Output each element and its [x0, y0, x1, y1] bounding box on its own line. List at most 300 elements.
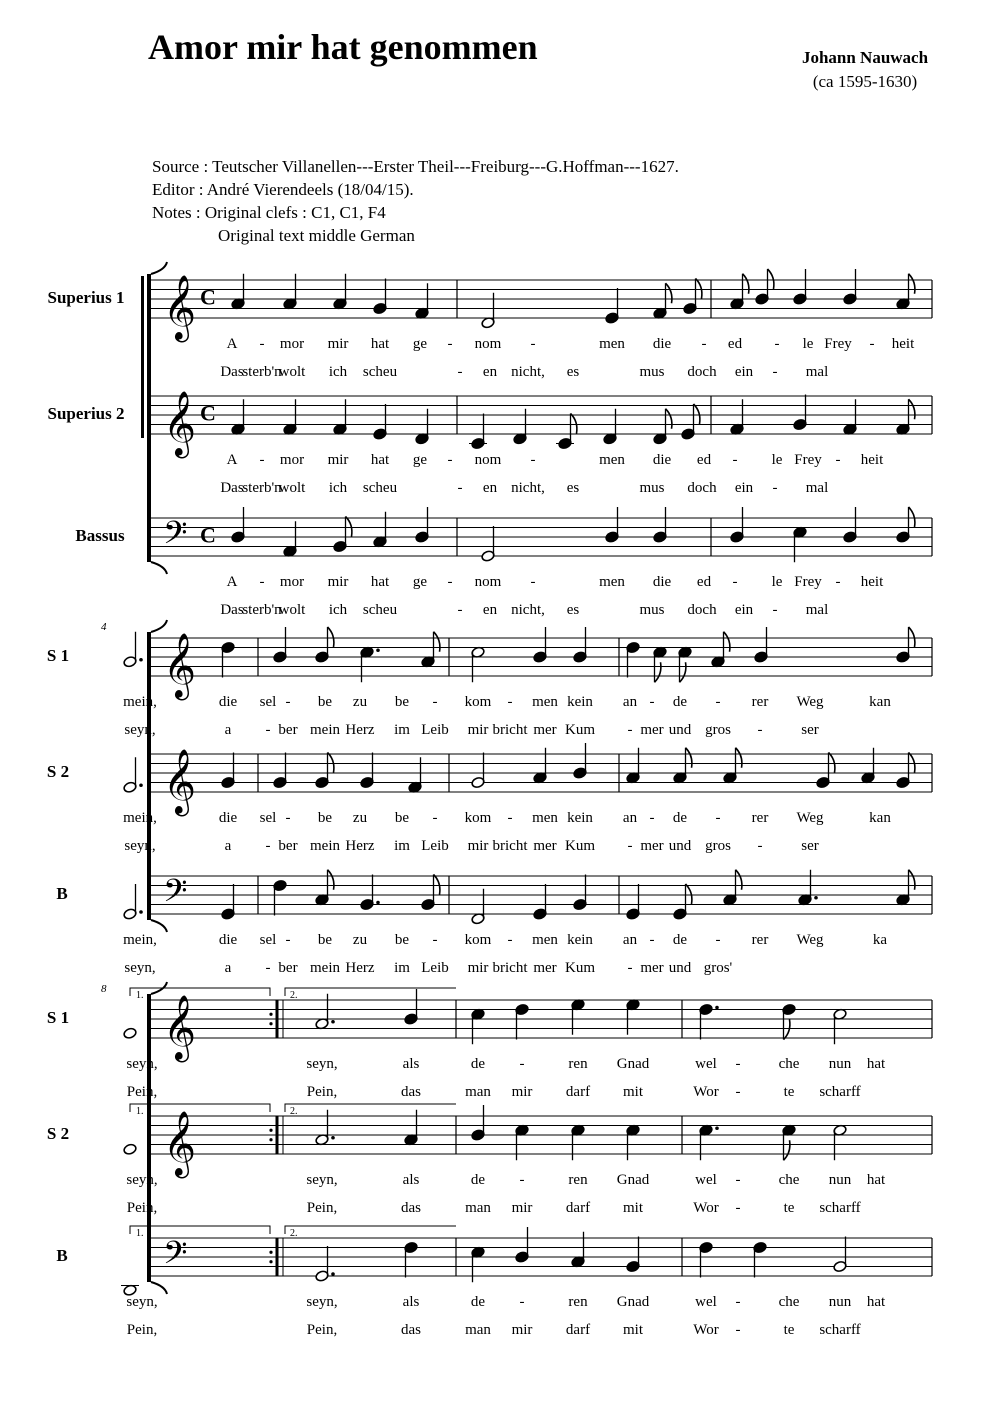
lyric-syllable: men — [599, 336, 625, 352]
lyric-syllable: Leib — [421, 960, 449, 976]
lyric-syllable: seyn, — [306, 1294, 338, 1310]
lyric-syllable: scharff — [819, 1084, 861, 1100]
note — [861, 748, 875, 784]
note-flag — [724, 632, 730, 652]
lyric-syllable: die — [218, 694, 238, 710]
lyric-syllable: kein — [567, 694, 593, 710]
note — [415, 409, 429, 445]
note — [373, 512, 387, 548]
lyric-syllable: kom — [464, 694, 492, 710]
lyric-syllable: doch — [687, 602, 717, 618]
note — [603, 409, 617, 445]
lyric-syllable: bricht — [492, 838, 528, 854]
lyric-syllable: mein — [310, 838, 340, 854]
voice-label: Superius 1 — [47, 287, 125, 307]
lyric-syllable: ich — [328, 364, 348, 380]
note — [315, 627, 334, 663]
lyric-syllable: hat — [370, 574, 390, 590]
note — [626, 884, 640, 920]
lyric-syllable: - — [265, 960, 271, 976]
lyric-syllable: mir — [327, 574, 349, 590]
lyric-syllable: an — [622, 810, 638, 826]
note — [360, 875, 380, 911]
note-flag — [829, 753, 835, 773]
note — [678, 646, 692, 682]
lyric-syllable: sel — [259, 694, 277, 710]
lyric-syllable: seyn, — [126, 1172, 158, 1188]
lyric-syllable: - — [457, 480, 463, 496]
bracket-top-curl — [151, 262, 167, 274]
lyric-syllable: - — [772, 364, 778, 380]
note — [471, 1246, 485, 1282]
lyric-syllable: Pein, — [306, 1322, 338, 1338]
note — [653, 646, 667, 682]
note — [699, 1241, 713, 1277]
lyric-syllable: ein — [734, 480, 754, 496]
note-flag — [686, 748, 692, 768]
lyric-syllable: im — [394, 960, 410, 976]
lyric-syllable: le — [771, 452, 783, 468]
dot — [331, 1272, 335, 1276]
note — [481, 293, 495, 329]
lyric-syllable: - — [627, 838, 633, 854]
bracket-bottom-curl — [151, 562, 167, 574]
note — [315, 1110, 335, 1146]
lyric-syllable: zu — [352, 810, 368, 826]
lyric-syllable: mor — [279, 452, 305, 468]
lyric-syllable: wel — [695, 1056, 717, 1072]
lyric-syllable: Weg — [796, 932, 824, 948]
staff-3-3 — [56, 1226, 932, 1338]
dot — [715, 1126, 719, 1130]
lyric-syllable: - — [519, 1056, 525, 1072]
lyric-syllable: Das — [220, 364, 244, 380]
lyric-syllable: mer — [533, 838, 557, 854]
voice-label: Bassus — [75, 525, 125, 545]
lyric-syllable: le — [802, 336, 814, 352]
lyric-syllable: - — [835, 574, 841, 590]
lyric-syllable: - — [519, 1172, 525, 1188]
system-1 — [48, 262, 933, 618]
lyric-syllable: sterb'n — [242, 480, 282, 496]
lyric-syllable: mir — [467, 722, 489, 738]
lyric-syllable: und — [668, 838, 692, 854]
staff-2-2 — [47, 743, 932, 854]
lyric-syllable: es — [566, 480, 580, 496]
staff-3-2 — [47, 1104, 932, 1216]
lyric-syllable: ge — [412, 574, 428, 590]
note — [513, 409, 527, 445]
lyric-syllable: - — [735, 1084, 741, 1100]
lyric-syllable: nun — [828, 1294, 852, 1310]
lyric-syllable: darf — [565, 1084, 591, 1100]
note — [481, 526, 495, 562]
lyric-syllable: ed — [696, 574, 712, 590]
lyric-syllable: - — [649, 932, 655, 948]
lyric-syllable: be — [394, 810, 410, 826]
lyric-syllable: zu — [352, 932, 368, 948]
note — [605, 507, 619, 543]
note — [421, 632, 440, 668]
note — [753, 1241, 767, 1277]
note-flag — [346, 517, 352, 537]
bass-clef: 𝄢 — [163, 874, 188, 917]
lyric-syllable: - — [732, 574, 738, 590]
lyric-syllable: be — [394, 932, 410, 948]
editor-line: Editor : André Vierendeels (18/04/15). — [152, 180, 414, 199]
volta-label: 1. — [136, 990, 144, 1001]
system-3 — [47, 982, 932, 1338]
note-head — [123, 1143, 137, 1155]
lyric-syllable: ge — [412, 452, 428, 468]
lyric-syllable: mal — [805, 364, 829, 380]
lyric-syllable: - — [732, 452, 738, 468]
staff-1-1 — [48, 269, 933, 380]
note — [793, 269, 807, 305]
note — [231, 399, 245, 435]
treble-clef: 𝄞 — [163, 393, 197, 455]
note — [896, 399, 915, 435]
dot — [331, 1020, 335, 1024]
note — [699, 1124, 719, 1160]
lyric-syllable: Wor — [693, 1084, 719, 1100]
note-flag — [909, 507, 915, 527]
lyric-syllable: kein — [567, 932, 593, 948]
lyric-syllable: wolt — [278, 364, 306, 380]
lyric-syllable: hat — [866, 1172, 886, 1188]
lyric-syllable: an — [622, 694, 638, 710]
note — [273, 627, 287, 663]
note-flag — [680, 662, 686, 682]
lyric-syllable: kan — [869, 694, 891, 710]
voice-label: S 1 — [46, 645, 70, 665]
lyric-syllable: Frey — [794, 574, 822, 590]
bracket-top-curl — [151, 620, 167, 632]
lyric-syllable: - — [772, 480, 778, 496]
lyric-syllable: mer — [533, 960, 557, 976]
lyric-syllable: hat — [370, 452, 390, 468]
note-flag — [694, 404, 700, 424]
lyric-syllable: nom — [474, 336, 502, 352]
lyric-syllable: ed — [727, 336, 743, 352]
note — [415, 283, 429, 319]
volta-label: 1. — [136, 1106, 144, 1117]
treble-clef: 𝄞 — [163, 751, 197, 813]
lyric-syllable: heit — [891, 336, 915, 352]
note — [283, 521, 297, 557]
note-flag — [328, 753, 334, 773]
lyric-syllable: seyn, — [124, 960, 156, 976]
lyric-syllable: es — [566, 602, 580, 618]
lyric-syllable: wel — [695, 1172, 717, 1188]
lyric-syllable: - — [265, 838, 271, 854]
note — [123, 1027, 137, 1039]
lyric-syllable: - — [757, 722, 763, 738]
lyric-syllable: - — [715, 810, 721, 826]
volta-label: 2. — [290, 1106, 298, 1117]
staff-3-1 — [47, 988, 932, 1100]
note-flag — [736, 870, 742, 890]
note-flag — [666, 283, 672, 303]
note — [515, 1003, 529, 1039]
note — [798, 870, 818, 906]
lyric-syllable: men — [532, 810, 558, 826]
note-flag — [784, 1020, 790, 1040]
bracket-bottom-curl — [151, 1282, 167, 1294]
lyric-syllable: nun — [828, 1172, 852, 1188]
note — [471, 753, 485, 789]
note — [533, 884, 547, 920]
lyric-syllable: nicht, — [511, 480, 545, 496]
repeat-dot — [269, 1013, 272, 1016]
note-flag — [909, 274, 915, 294]
repeat-dot — [269, 1138, 272, 1141]
lyric-syllable: A — [226, 452, 238, 468]
lyric-syllable: te — [783, 1200, 795, 1216]
note — [533, 748, 547, 784]
bass-clef: 𝄢 — [163, 1236, 188, 1279]
note-flag — [434, 632, 440, 652]
lyric-syllable: de — [672, 810, 688, 826]
lyric-syllable: im — [394, 838, 410, 854]
lyric-syllable: de — [470, 1294, 486, 1310]
lyric-syllable: seyn, — [126, 1294, 158, 1310]
lyric-syllable: doch — [687, 480, 717, 496]
note — [896, 870, 915, 906]
lyric-syllable: - — [447, 574, 453, 590]
lyric-syllable: mein, — [123, 694, 157, 710]
note — [730, 274, 749, 310]
note-flag — [768, 269, 774, 289]
lyric-syllable: te — [783, 1322, 795, 1338]
lyric-syllable: die — [652, 452, 672, 468]
lyric-syllable: a — [224, 838, 232, 854]
lyric-syllable: mus — [639, 480, 665, 496]
lyric-syllable: - — [265, 722, 271, 738]
lyric-syllable: mit — [622, 1084, 644, 1100]
lyric-syllable: nun — [828, 1056, 852, 1072]
lyric-syllable: mus — [639, 364, 665, 380]
lyric-syllable: als — [402, 1172, 420, 1188]
lyric-syllable: - — [757, 838, 763, 854]
lyric-syllable: A — [226, 574, 238, 590]
lyric-syllable: en — [482, 602, 498, 618]
note — [605, 288, 619, 324]
lyric-syllable: mer — [533, 722, 557, 738]
note — [408, 757, 422, 793]
lyric-syllable: man — [465, 1200, 491, 1216]
note — [373, 404, 387, 440]
note — [653, 283, 672, 319]
note — [833, 1237, 847, 1273]
note — [833, 1124, 847, 1160]
lyric-syllable: mein, — [123, 810, 157, 826]
lyric-syllable: men — [532, 694, 558, 710]
lyric-syllable: scharff — [819, 1200, 861, 1216]
dot — [376, 901, 380, 905]
source-line: Source : Teutscher Villanellen---Erster Theil---Freiburg---G.Hoffman---1627. — [152, 157, 679, 176]
lyric-syllable: - — [259, 452, 265, 468]
lyric-syllable: hat — [866, 1056, 886, 1072]
note-flag — [434, 875, 440, 895]
lyric-syllable: A — [226, 336, 238, 352]
lyric-syllable: nicht, — [511, 602, 545, 618]
lyric-syllable: rer — [751, 694, 769, 710]
lyric-syllable: ed — [696, 452, 712, 468]
lyric-syllable: ka — [872, 932, 888, 948]
note — [533, 627, 547, 663]
lyric-syllable: Herz — [345, 722, 375, 738]
repeat-dot — [269, 1251, 272, 1254]
note — [896, 274, 915, 310]
note-flag — [686, 884, 692, 904]
note-flag — [784, 1140, 790, 1160]
dot — [139, 910, 143, 914]
lyric-syllable: - — [649, 694, 655, 710]
note — [782, 1003, 796, 1039]
lyric-syllable: bricht — [492, 722, 528, 738]
lyric-syllable: mer — [640, 960, 664, 976]
lyric-syllable: - — [530, 336, 536, 352]
voice-label: S 2 — [46, 1123, 70, 1143]
staff-2-1 — [47, 627, 932, 738]
lyric-syllable: - — [447, 452, 453, 468]
treble-clef: 𝄞 — [163, 277, 197, 339]
note — [653, 409, 672, 445]
lyric-syllable: mein — [310, 722, 340, 738]
lyric-syllable: - — [507, 810, 513, 826]
note-flag — [328, 627, 334, 647]
lyric-syllable: hat — [866, 1294, 886, 1310]
lyric-syllable: Kum — [565, 838, 595, 854]
lyric-syllable: be — [317, 932, 333, 948]
lyric-syllable: - — [869, 336, 875, 352]
lyric-syllable: man — [465, 1084, 491, 1100]
lyric-syllable: mir — [467, 838, 489, 854]
lyric-syllable: - — [457, 364, 463, 380]
note — [469, 414, 487, 450]
lyric-syllable: - — [519, 1294, 525, 1310]
note — [333, 517, 352, 553]
dot — [715, 1006, 719, 1010]
lyric-syllable: im — [394, 722, 410, 738]
note-flag — [743, 274, 749, 294]
lyric-syllable: als — [402, 1056, 420, 1072]
lyric-syllable: ein — [734, 602, 754, 618]
dot — [814, 896, 818, 900]
lyric-syllable: - — [735, 1056, 741, 1072]
voice-label: S 2 — [46, 761, 70, 781]
lyric-syllable: ser — [801, 722, 819, 738]
lyric-syllable: be — [317, 694, 333, 710]
measure-number: 4 — [101, 621, 107, 633]
lyric-syllable: Frey — [824, 336, 852, 352]
lyric-syllable: bricht — [492, 960, 528, 976]
lyric-syllable: und — [668, 960, 692, 976]
lyric-syllable: ber — [278, 838, 298, 854]
note — [231, 507, 245, 543]
lyric-syllable: rer — [751, 810, 769, 826]
note — [816, 753, 835, 789]
dot — [139, 658, 143, 662]
lyric-syllable: Kum — [565, 722, 595, 738]
lyric-syllable: Leib — [421, 838, 449, 854]
note — [471, 1105, 485, 1141]
note — [730, 507, 744, 543]
lyric-syllable: sel — [259, 810, 277, 826]
note — [573, 627, 587, 663]
note — [556, 414, 577, 450]
note — [683, 279, 702, 315]
lyric-syllable: mal — [805, 480, 829, 496]
lyric-syllable: wolt — [278, 480, 306, 496]
lyric-syllable: mal — [805, 602, 829, 618]
lyric-syllable: - — [735, 1322, 741, 1338]
note — [673, 748, 692, 784]
note — [221, 641, 235, 677]
note — [221, 753, 235, 789]
note — [123, 884, 143, 920]
volta-label: 2. — [290, 990, 298, 1001]
note — [896, 753, 915, 789]
lyric-syllable: - — [774, 336, 780, 352]
lyric-syllable: kom — [464, 810, 492, 826]
lyric-syllable: Herz — [345, 960, 375, 976]
lyric-syllable: Wor — [693, 1200, 719, 1216]
lyric-syllable: ren — [568, 1172, 588, 1188]
lyric-syllable: mein — [310, 960, 340, 976]
lyric-syllable: te — [783, 1084, 795, 1100]
lyric-syllable: - — [259, 574, 265, 590]
note — [843, 269, 857, 305]
lyric-syllable: Gnad — [616, 1056, 650, 1072]
lyric-syllable: sterb'n — [242, 602, 282, 618]
note-flag — [328, 870, 334, 890]
lyric-syllable: be — [317, 810, 333, 826]
lyric-syllable: ber — [278, 960, 298, 976]
note — [333, 274, 347, 310]
lyric-syllable: Pein, — [126, 1200, 158, 1216]
treble-clef: 𝄞 — [163, 1113, 197, 1175]
lyric-syllable: sterb'n — [242, 364, 282, 380]
lyric-syllable: a — [224, 722, 232, 738]
note — [723, 870, 742, 906]
lyric-syllable: en — [482, 364, 498, 380]
lyric-syllable: gros — [705, 838, 731, 854]
note — [626, 1237, 640, 1273]
lyric-syllable: das — [401, 1200, 421, 1216]
lyric-syllable: - — [259, 336, 265, 352]
lyric-syllable: mir — [327, 452, 349, 468]
note — [843, 507, 857, 543]
lyric-syllable: ren — [568, 1056, 588, 1072]
note — [833, 1008, 847, 1044]
lyric-syllable: das — [401, 1322, 421, 1338]
measure-number: 8 — [101, 983, 107, 995]
note — [896, 507, 915, 543]
lyric-syllable: Wor — [693, 1322, 719, 1338]
note-flag — [655, 662, 661, 682]
repeat-dot — [269, 1129, 272, 1132]
note — [404, 1110, 418, 1146]
lyric-syllable: - — [715, 694, 721, 710]
note — [315, 1246, 335, 1282]
dot — [331, 1136, 335, 1140]
note — [730, 399, 744, 435]
note — [471, 1008, 485, 1044]
lyric-syllable: en — [482, 480, 498, 496]
lyric-syllable: mir — [327, 336, 349, 352]
